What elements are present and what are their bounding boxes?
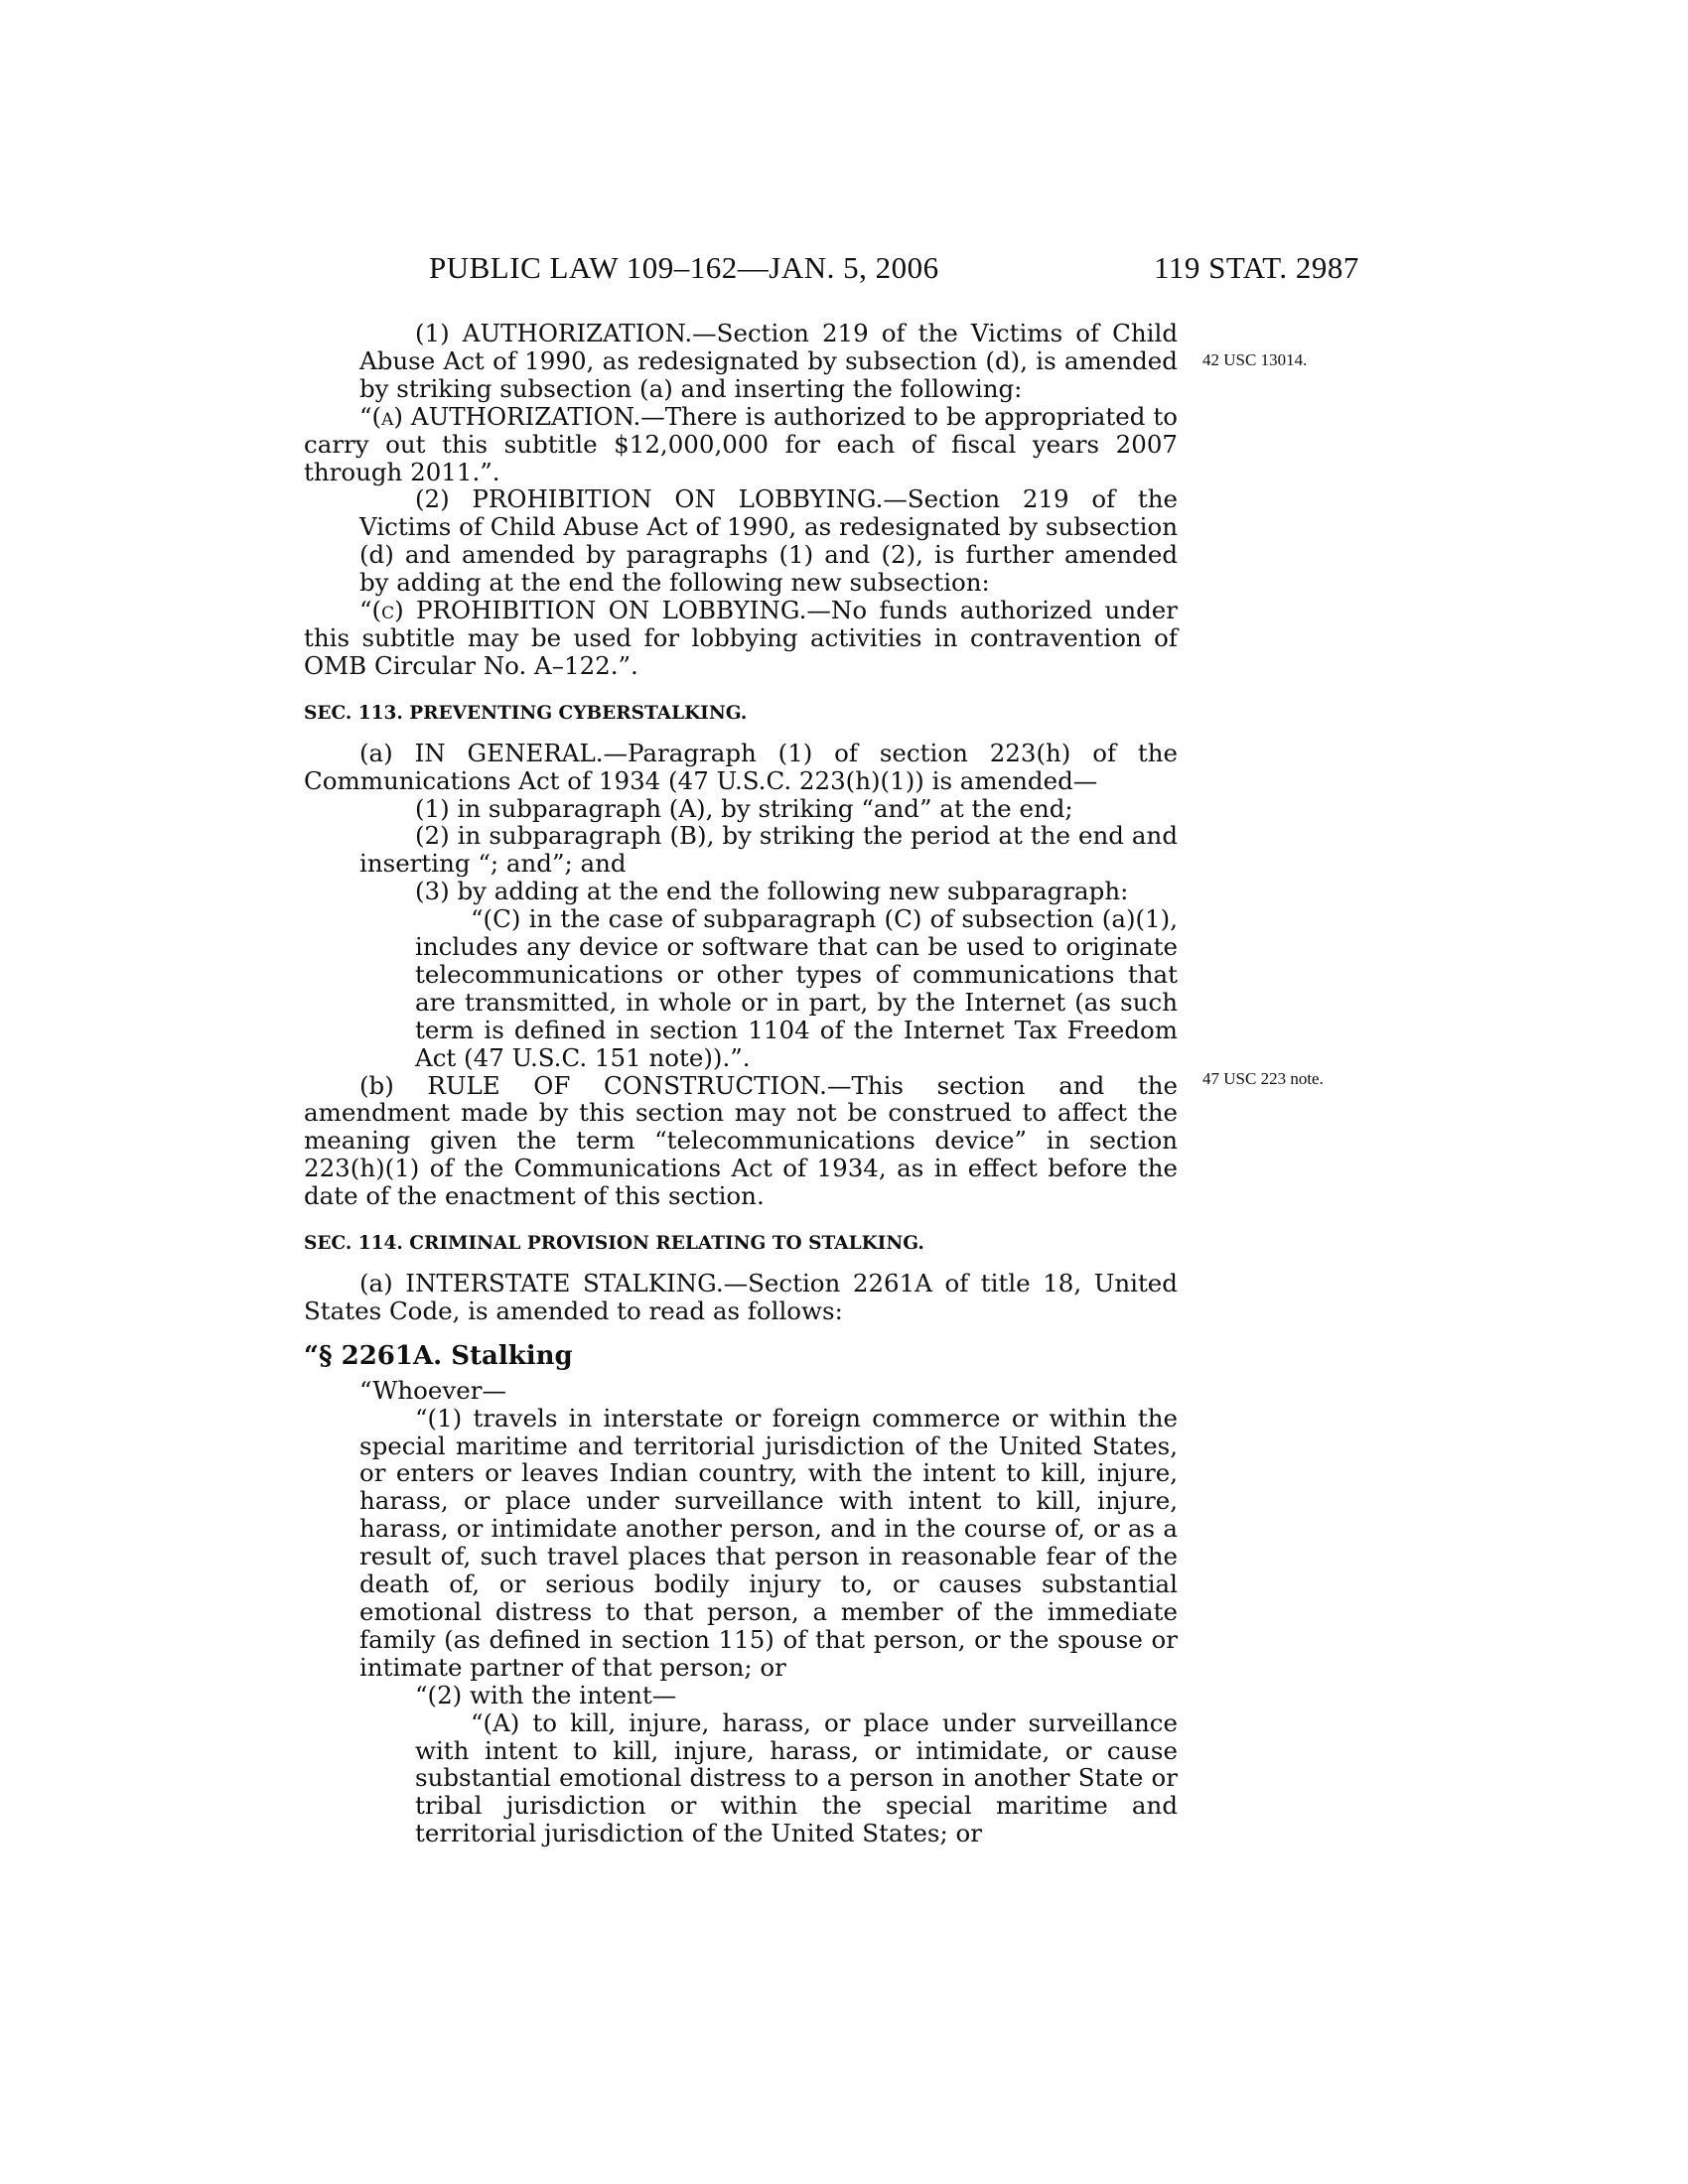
section-114-heading: SEC. 114. CRIMINAL PROVISION RELATING TO STALKING.: [304, 1233, 924, 1255]
section-113-heading: SEC. 113. PREVENTING CYBERSTALKING.: [304, 702, 748, 724]
paragraph-clause-1: “(1) travels in interstate or foreign commerce or within the special maritime and territorial jurisdiction of the United States, or enters or leaves Indian country, with the intent to kill, injure, harass, or place under surveillance with intent to kill, injure, harass, or intimidate another person, and in the course of, or as a result of, such travel places that person in reasonable fear of the death of, or serious bodily injury to, or causes substantial emotional distress to that person, a member of the immediate family (as defined in section 115) of that person, or the spouse or intimate partner of that person; or: [359, 1403, 1178, 1682]
paragraph-subparagraph-b: (2) in subparagraph (B), by striking the period at the end and inserting “; and”; and: [359, 821, 1178, 879]
paragraph-authorization: (1) AUTHORIZATION.—Section 219 of the Victims of Child Abuse Act of 1990, as redesignated by subsection (d), is amended by striking subsection (a) and inserting the following:: [359, 319, 1178, 403]
paragraph-whoever: “Whoever—: [359, 1375, 506, 1405]
page-header-title: PUBLIC LAW 109–162—JAN. 5, 2006: [429, 250, 939, 285]
paragraph-adding-subparagraph: (3) by adding at the end the following new subparagraph:: [415, 877, 1129, 906]
page-header-stat: 119 STAT. 2987: [1154, 250, 1359, 285]
paragraph-rule-of-construction: (b) RULE OF CONSTRUCTION.—This section and the amendment made by this section may not be construed to affect the meaning given the term “telecommunications device” in section 223(h)(1) of the Communications Act of 1934, as in effect before the date of the enactment of this section.: [304, 1070, 1178, 1211]
paragraph-clause-2: “(2) with the intent—: [415, 1680, 677, 1709]
paragraph-prohibition-lobbying: (2) PROHIBITION ON LOBBYING.—Section 219 of the Victims of Child Abuse Act of 1990, as redesignated by subsection (d) and amended by paragraphs (1) and (2), is further amended by adding at the end the following new subsection:: [359, 484, 1178, 598]
paragraph-authorization-quote: “(a) AUTHORIZATION.—There is authorized to be appropriated to carry out this subtitle $12,000,000 for each of fiscal years 2007 through 2011.”.: [304, 401, 1178, 486]
paragraph-subparagraph-a: (1) in subparagraph (A), by striking “and” at the end;: [415, 793, 1073, 823]
section-2261a-heading: “§ 2261A. Stalking: [304, 1340, 573, 1371]
paragraph-in-general: (a) IN GENERAL.—Paragraph (1) of section 223(h) of the Communications Act of 1934 (47 U.S.C. 223(h)(1)) is amended—: [304, 738, 1178, 795]
paragraph-clause-2a: “(A) to kill, injure, harass, or place under surveillance with intent to kill, injure, harass, or intimidate, or cause substantial emotional distress to a person in another State or tribal jurisdiction or within the special maritime and territorial jurisdiction of the United States; or: [415, 1707, 1178, 1848]
paragraph-quote-c: “(C) in the case of subparagraph (C) of subsection (a)(1), includes any device or software that can be used to originate telecommunications or other types of communications that are transmitted, in whole or in part, by the Internet (as such term is defined in section 1104 of the Internet Tax Freedom Act (47 U.S.C. 151 note)).”.: [415, 904, 1178, 1072]
paragraph-interstate-stalking: (a) INTERSTATE STALKING.—Section 2261A of title 18, United States Code, is amended to read as follows:: [304, 1269, 1178, 1325]
margin-note-42-usc: 42 USC 13014.: [1202, 350, 1308, 369]
margin-note-47-usc: 47 USC 223 note.: [1202, 1069, 1324, 1088]
document-body: [304, 320, 1178, 1847]
paragraph-prohibition-quote: “(c) PROHIBITION ON LOBBYING.—No funds authorized under this subtitle may be used for lobbying activities in contravention of OMB Circular No. A–122.”.: [304, 596, 1178, 680]
